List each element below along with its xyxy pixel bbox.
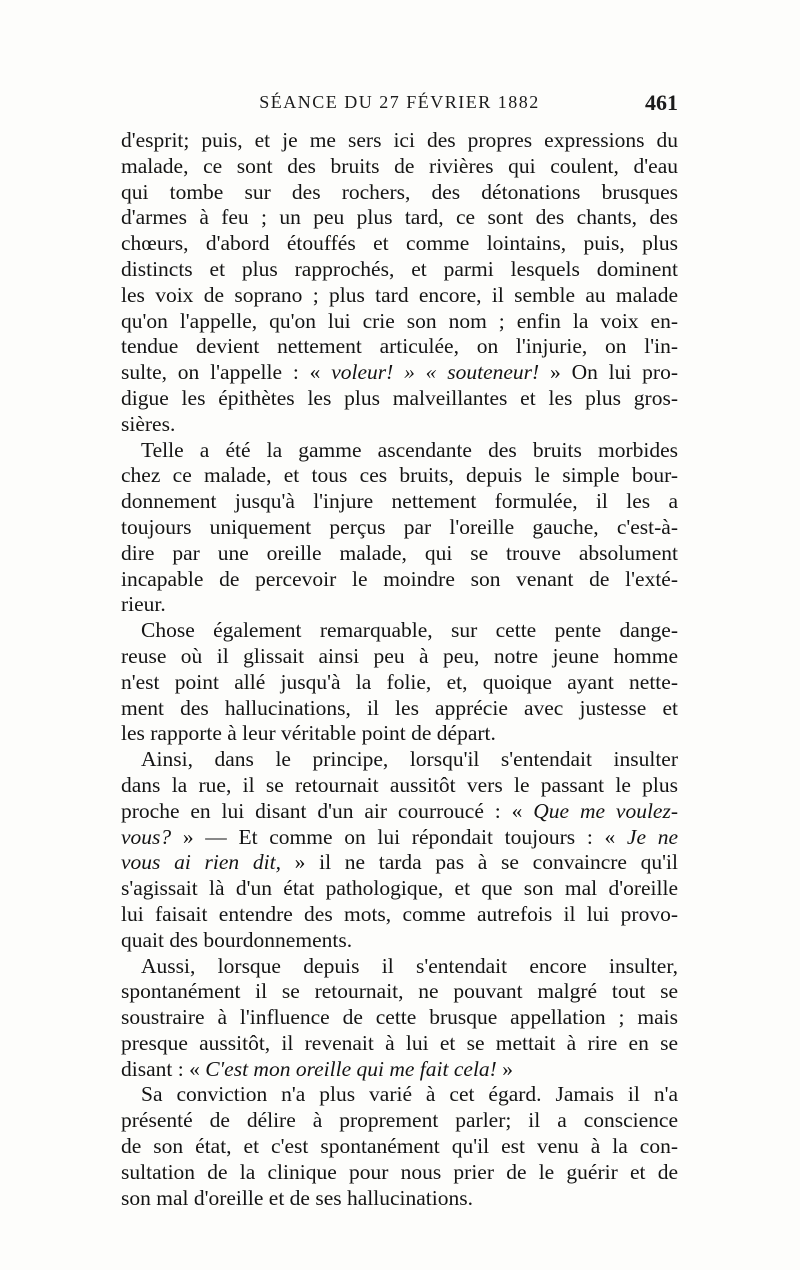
line-text: lui faisait entendre des mots, comme autrefois il lui provo- xyxy=(121,901,678,926)
text-line xyxy=(121,231,678,257)
line-text: son mal d'oreille et de ses hallucinations. xyxy=(121,1185,473,1210)
line-text: s'agissait là d'un état pathologique, et que son mal d'oreille xyxy=(121,876,678,901)
text-line xyxy=(121,180,678,206)
line-text: n'est point allé jusqu'à la folie, et, quoique ayant nette- xyxy=(121,669,678,694)
text-line xyxy=(121,489,678,515)
line-text: disant : « xyxy=(121,1056,206,1081)
line-text: » On lui pro- xyxy=(539,360,678,385)
italic-quote: vous? xyxy=(121,824,172,849)
page-number: 461 xyxy=(645,90,678,115)
italic-quote: voleur! » « souteneur! xyxy=(331,360,540,385)
line-text: sultation de la clinique pour nous prier de le guérir et de xyxy=(121,1159,678,1184)
line-text: » xyxy=(496,1056,513,1081)
line-text: distincts et plus rapprochés, et parmi lesquels dominent xyxy=(121,256,678,281)
line-text: presque aussitôt, il revenait à lui et se mettait à rire en se xyxy=(121,1030,678,1055)
italic-quote: Que me voulez- xyxy=(533,798,679,823)
text-line xyxy=(121,644,678,670)
text-line xyxy=(121,360,678,386)
text-line xyxy=(121,721,678,747)
text-line xyxy=(121,438,678,464)
line-text: chez ce malade, et tous ces bruits, depuis le simple bour- xyxy=(121,463,678,488)
line-text: digue les épithètes les plus malveillantes et les plus gros- xyxy=(121,385,678,410)
line-text: Chose également remarquable, sur cette pente dange- xyxy=(141,618,678,643)
text-line xyxy=(121,747,678,773)
line-text: sières. xyxy=(121,411,176,436)
text-line xyxy=(121,1134,678,1160)
line-text: quait des bourdonnements. xyxy=(121,927,353,952)
line-text: malade, ce sont des bruits de rivières qui coulent, d'eau xyxy=(121,153,678,178)
text-line xyxy=(121,283,678,309)
line-text: dans la rue, il se retournait aussitôt vers le passant le plus xyxy=(121,772,678,797)
italic-quote: C'est mon oreille qui me fait cela! xyxy=(205,1056,497,1081)
text-line xyxy=(121,1186,678,1212)
italic-quote: Je ne xyxy=(626,824,678,849)
text-line xyxy=(121,154,678,180)
text-line xyxy=(121,825,678,851)
line-text: Ainsi, dans le principe, lorsqu'il s'entendait insulter xyxy=(141,747,678,772)
line-text: sulte, on l'appelle : « xyxy=(121,360,332,385)
line-text: incapable de percevoir le moindre son venant de l'exté- xyxy=(121,566,678,591)
text-line xyxy=(121,1057,678,1083)
text-line xyxy=(121,1108,678,1134)
text-line xyxy=(121,309,678,335)
line-text: qu'on l'appelle, qu'on lui crie son nom ; enfin la voix en- xyxy=(121,308,678,333)
line-text: Telle a été la gamme ascendante des bruits morbides xyxy=(141,437,678,462)
line-text: les rapporte à leur véritable point de départ. xyxy=(121,721,496,746)
text-line xyxy=(121,592,678,618)
line-text: proche en lui disant d'un air courroucé : « xyxy=(121,798,534,823)
line-text: Sa conviction n'a plus varié à cet égard. Jamais il n'a xyxy=(141,1082,678,1107)
text-line xyxy=(121,670,678,696)
line-text: présenté de délire à proprement parler; il a conscience xyxy=(121,1108,678,1133)
text-line xyxy=(121,618,678,644)
running-title: SÉANCE DU 27 FÉVRIER 1882 xyxy=(259,92,540,112)
italic-quote: vous ai rien dit, xyxy=(121,850,281,875)
body-text xyxy=(121,128,678,1211)
text-line xyxy=(121,876,678,902)
text-line xyxy=(121,1031,678,1057)
text-line xyxy=(121,1160,678,1186)
line-text: les voix de soprano ; plus tard encore, il semble au malade xyxy=(121,282,678,307)
text-line xyxy=(121,1082,678,1108)
text-line xyxy=(121,773,678,799)
line-text: d'esprit; puis, et je me sers ici des propres expressions du xyxy=(121,128,678,152)
line-text: qui tombe sur des rochers, des détonations brusques xyxy=(121,179,678,204)
line-text: Aussi, lorsque depuis il s'entendait encore insulter, xyxy=(141,953,678,978)
text-line xyxy=(121,463,678,489)
line-text: dire par une oreille malade, qui se trouve absolument xyxy=(121,540,678,565)
line-text: soustraire à l'influence de cette brusque appellation ; mais xyxy=(121,1005,678,1030)
line-text: rieur. xyxy=(121,592,166,617)
text-line xyxy=(121,799,678,825)
text-line xyxy=(121,412,678,438)
text-line xyxy=(121,1005,678,1031)
text-line xyxy=(121,928,678,954)
line-text: toujours uniquement perçus par l'oreille gauche, c'est-à- xyxy=(121,514,678,539)
text-line xyxy=(121,515,678,541)
text-line xyxy=(121,979,678,1005)
line-text: » il ne tarda pas à se convaincre qu'il xyxy=(280,850,678,875)
text-line xyxy=(121,334,678,360)
line-text: d'armes à feu ; un peu plus tard, ce sont des chants, des xyxy=(121,205,678,230)
text-line xyxy=(121,902,678,928)
text-line xyxy=(121,205,678,231)
line-text: ment des hallucinations, il les apprécie avec justesse et xyxy=(121,695,678,720)
text-line xyxy=(121,128,678,154)
text-line xyxy=(121,541,678,567)
line-text: tendue devient nettement articulée, on l'injurie, on l'in- xyxy=(121,334,678,359)
line-text: de son état, et c'est spontanément qu'il est venu à la con- xyxy=(121,1134,678,1159)
text-line xyxy=(121,257,678,283)
line-text: spontanément il se retournait, ne pouvant malgré tout se xyxy=(121,979,678,1004)
line-text: donnement jusqu'à l'injure nettement formulée, il les a xyxy=(121,489,678,514)
line-text: reuse où il glissait ainsi peu à peu, notre jeune homme xyxy=(121,643,678,668)
line-text: » — Et comme on lui répondait toujours : « xyxy=(171,824,627,849)
text-line xyxy=(121,850,678,876)
text-line xyxy=(121,567,678,593)
text-line xyxy=(121,386,678,412)
line-text: chœurs, d'abord étouffés et comme lointains, puis, plus xyxy=(121,231,678,256)
text-line xyxy=(121,696,678,722)
running-head xyxy=(121,92,678,122)
text-line xyxy=(121,954,678,980)
